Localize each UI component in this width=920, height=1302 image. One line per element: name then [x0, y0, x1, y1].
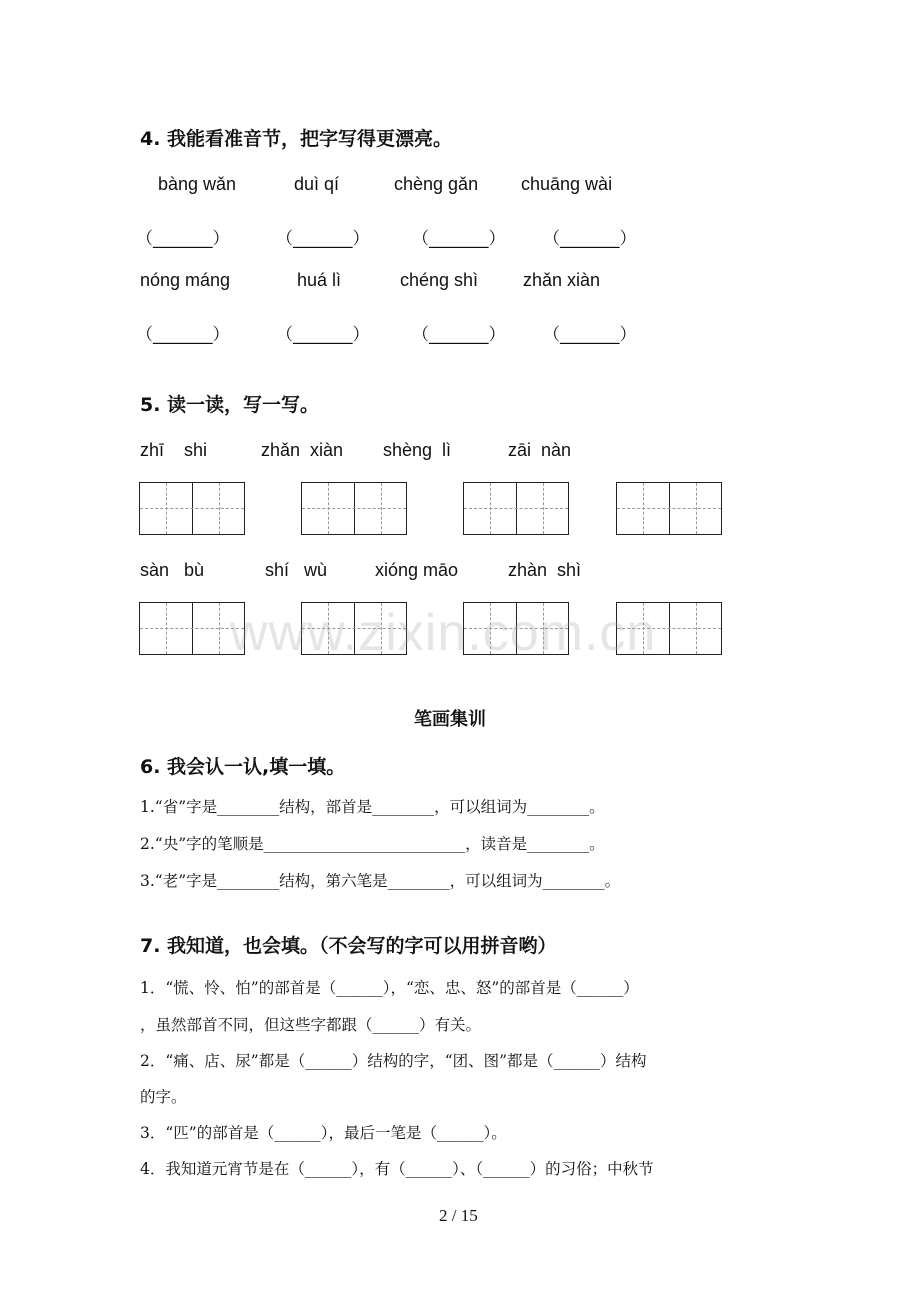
q5-heading: 5. 读一读，写一写。 [140, 394, 320, 416]
q4-answer-blank-3[interactable]: （_______） [412, 229, 506, 249]
q7-line-4: 的字。 [140, 1088, 187, 1106]
writing-grid[interactable] [139, 482, 245, 535]
q6-line-3: 3.“老”字是________结构，第六笔是________，可以组词为________。 [140, 872, 621, 890]
q5-pinyin-3: shèng lì [383, 440, 452, 460]
q4-pinyin-2: duì qí [294, 174, 340, 194]
q5-pinyin-6: shí wù [265, 560, 328, 580]
q4-answer-blank-7[interactable]: （_______） [412, 325, 506, 345]
q4-pinyin-7: chéng shì [400, 270, 479, 290]
q4-heading: 4. 我能看准音节，把字写得更漂亮。 [140, 128, 453, 150]
q4-pinyin-8: zhǎn xiàn [523, 270, 601, 290]
q7-line-5: 3．“匹”的部首是（______），最后一笔是（______）。 [140, 1124, 507, 1142]
q5-pinyin-7: xióng māo [375, 560, 459, 580]
q4-answer-blank-5[interactable]: （_______） [136, 325, 230, 345]
q4-pinyin-6: huá lì [297, 270, 342, 290]
q5-pinyin-1: zhī shi [140, 440, 208, 460]
writing-grid[interactable] [463, 482, 569, 535]
q5-pinyin-4: zāi nàn [508, 440, 572, 460]
q5-pinyin-5: sàn bù [140, 560, 205, 580]
section-title: 笔画集训 [414, 709, 486, 730]
q4-answer-blank-1[interactable]: （_______） [136, 229, 230, 249]
writing-grid[interactable] [616, 482, 722, 535]
q6-line-2: 2.“央”字的笔顺是__________________________，读音是________。 [140, 835, 605, 853]
q5-pinyin-8: zhàn shì [508, 560, 582, 580]
q6-heading: 6. 我会认一认,填一填。 [140, 756, 346, 778]
watermark: www.zixin.com.cn [230, 604, 657, 662]
q7-line-2: ，虽然部首不同，但这些字都跟（______）有关。 [140, 1016, 482, 1034]
q4-pinyin-1: bàng wǎn [158, 174, 237, 194]
q7-heading: 7. 我知道，也会填。（不会写的字可以用拼音哟） [140, 935, 557, 957]
q4-answer-blank-6[interactable]: （_______） [276, 325, 370, 345]
q7-line-6: 4．我知道元宵节是在（______），有（______）、（______）的习俗；中秋节 [140, 1160, 654, 1178]
q4-answer-blank-8[interactable]: （_______） [543, 325, 637, 345]
q6-line-1: 1.“省”字是________结构，部首是________，可以组词为________。 [140, 798, 605, 816]
q4-answer-blank-2[interactable]: （_______） [276, 229, 370, 249]
q4-pinyin-3: chèng gǎn [394, 174, 479, 194]
q7-line-1: 1．“慌、怜、怕”的部首是（______），“恋、忠、怒”的部首是（______） [140, 979, 639, 997]
q5-pinyin-2: zhǎn xiàn [261, 440, 344, 460]
q4-pinyin-4: chuāng wài [521, 174, 613, 194]
q4-pinyin-5: nóng máng [140, 270, 231, 290]
page-number: 2 / 15 [439, 1206, 478, 1225]
writing-grid[interactable] [301, 482, 407, 535]
q4-answer-blank-4[interactable]: （_______） [543, 229, 637, 249]
q7-line-3: 2．“痛、店、尿”都是（______）结构的字，“团、图”都是（______）结构 [140, 1052, 647, 1070]
